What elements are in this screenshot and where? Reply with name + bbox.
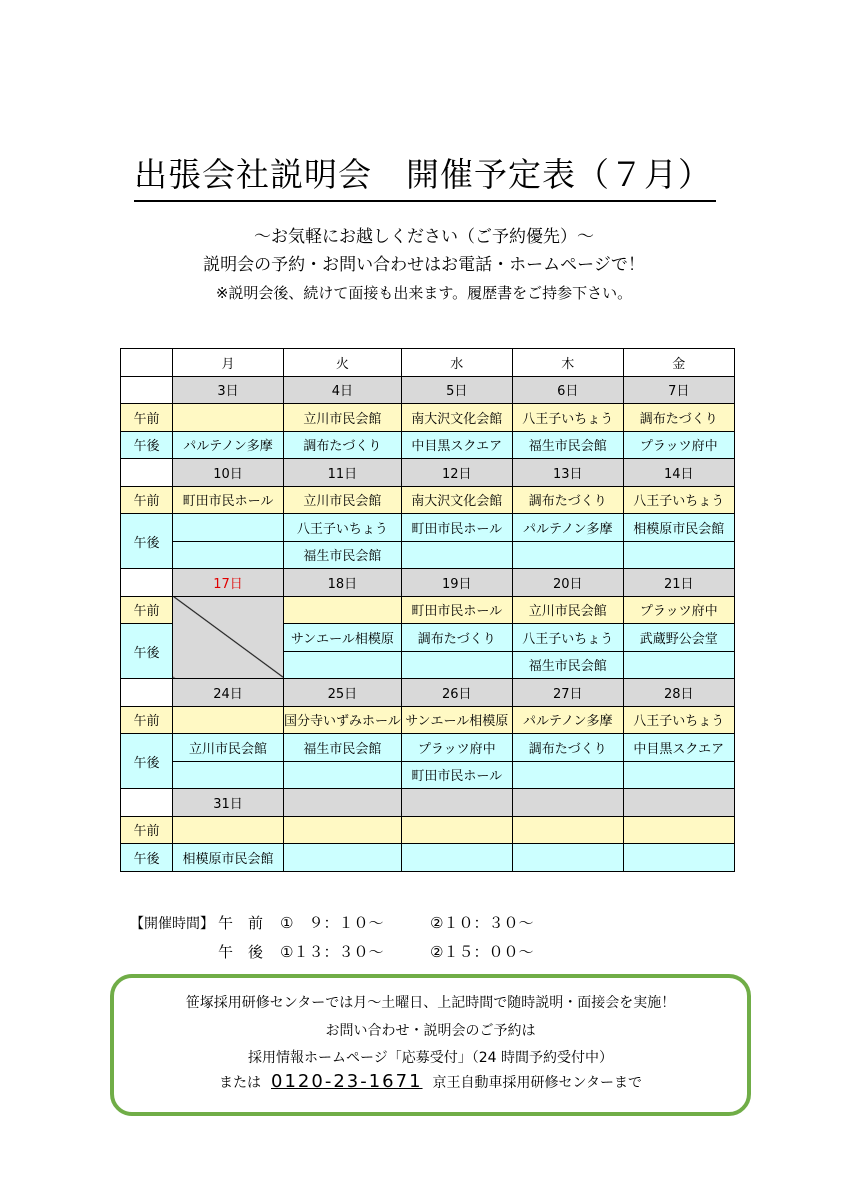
pm-label: 午後 (121, 844, 173, 872)
date-row (121, 679, 735, 707)
pm-venue-cell: パルテノン多摩 (173, 431, 284, 459)
pm-venue-cell: 八王子いちょう (512, 624, 623, 652)
day-tue: 火 (284, 349, 402, 377)
date-cell: 17日 (173, 569, 284, 597)
pm-row (121, 844, 735, 872)
day-header-row (121, 349, 735, 377)
pm-venue-cell (173, 514, 284, 542)
pm-venue-cell (623, 761, 734, 789)
pm-venue-cell: 福生市民会館 (284, 734, 402, 762)
pm-venue-cell: 福生市民会館 (284, 541, 402, 569)
date-cell: 27日 (512, 679, 623, 707)
date-cell (623, 789, 734, 817)
no-session-cell (173, 596, 284, 679)
day-thu: 木 (512, 349, 623, 377)
pm-row (121, 541, 735, 569)
pm-venue-cell: プラッツ府中 (623, 431, 734, 459)
am-venue-cell (284, 816, 402, 844)
pm-row (121, 734, 735, 762)
date-cell: 21日 (623, 569, 734, 597)
hours-am (130, 912, 533, 933)
am-label: 午前 (121, 816, 173, 844)
info-line-1: 笹塚採用研修センターでは月～土曜日、上記時間で随時説明・面接会を実施！ (185, 995, 676, 1011)
info-suffix: 京王自動車採用研修センターまで (432, 1075, 642, 1091)
hours-pm (130, 941, 533, 962)
pm-venue-cell: 立川市民会館 (173, 734, 284, 762)
date-cell: 19日 (401, 569, 512, 597)
hours-am-first: ① ９：１０～ (280, 914, 384, 932)
date-cell: 10日 (173, 459, 284, 487)
am-row (121, 816, 735, 844)
pm-venue-cell (401, 541, 512, 569)
corner-cell (121, 349, 173, 377)
info-prefix: または (219, 1075, 262, 1091)
row-label-empty (121, 789, 173, 817)
am-row (121, 706, 735, 734)
hours-am-label: 午 前 (218, 914, 264, 932)
am-venue-cell: サンエール相模原 (401, 706, 512, 734)
pm-label: 午後 (121, 431, 173, 459)
subtitle-note: ※説明会後、続けて面接も出来ます。履歴書をご持参下さい。 (215, 284, 633, 302)
am-venue-cell (284, 596, 402, 624)
am-label: 午前 (121, 404, 173, 432)
date-row (121, 789, 735, 817)
am-venue-cell: パルテノン多摩 (512, 706, 623, 734)
am-venue-cell (173, 816, 284, 844)
pm-label: 午後 (121, 624, 173, 679)
pm-venue-cell: 八王子いちょう (284, 514, 402, 542)
am-venue-cell: 八王子いちょう (623, 706, 734, 734)
hours-am-second: ②１０：３０～ (430, 914, 534, 932)
pm-venue-cell: サンエール相模原 (284, 624, 402, 652)
date-cell (512, 789, 623, 817)
pm-venue-cell (173, 541, 284, 569)
pm-venue-cell: 調布たづくり (512, 734, 623, 762)
pm-venue-cell: 相模原市民会館 (623, 514, 734, 542)
am-venue-cell: 八王子いちょう (512, 404, 623, 432)
hours-label: 【開催時間】 (130, 916, 214, 932)
pm-venue-cell (512, 541, 623, 569)
pm-venue-cell: 福生市民会館 (512, 651, 623, 679)
row-label-empty (121, 459, 173, 487)
pm-venue-cell: 武蔵野公会堂 (623, 624, 734, 652)
pm-venue-cell (623, 651, 734, 679)
info-line-3: 採用情報ホームページ「応募受付」（24 時間予約受付中） (248, 1050, 613, 1066)
date-cell: 31日 (173, 789, 284, 817)
am-venue-cell: 南大沢文化会館 (401, 486, 512, 514)
date-cell: 20日 (512, 569, 623, 597)
am-venue-cell (173, 706, 284, 734)
date-cell: 12日 (401, 459, 512, 487)
row-label-empty (121, 376, 173, 404)
day-wed: 水 (401, 349, 512, 377)
date-cell: 26日 (401, 679, 512, 707)
am-venue-cell (512, 816, 623, 844)
pm-venue-cell: 相模原市民会館 (173, 844, 284, 872)
row-label-empty (121, 569, 173, 597)
date-cell: 4日 (284, 376, 402, 404)
am-venue-cell (623, 816, 734, 844)
subtitle-invite: ～お気軽にお越しください（ご予約優先）～ (254, 227, 594, 247)
am-venue-cell: 国分寺いずみホール (284, 706, 402, 734)
phone-number[interactable]: 0120-23-1671 (271, 1071, 423, 1092)
pm-venue-cell: 中目黒スクエア (401, 431, 512, 459)
date-cell: 18日 (284, 569, 402, 597)
am-venue-cell: 調布たづくり (512, 486, 623, 514)
am-label: 午前 (121, 706, 173, 734)
am-venue-cell: 町田市民ホール (173, 486, 284, 514)
date-cell: 25日 (284, 679, 402, 707)
pm-venue-cell (284, 761, 402, 789)
date-cell: 24日 (173, 679, 284, 707)
pm-row (121, 514, 735, 542)
pm-venue-cell: 調布たづくり (284, 431, 402, 459)
date-cell: 5日 (401, 376, 512, 404)
pm-venue-cell (284, 844, 402, 872)
pm-venue-cell (623, 541, 734, 569)
info-line-4 (114, 1071, 747, 1092)
day-mon: 月 (173, 349, 284, 377)
pm-row (121, 761, 735, 789)
pm-venue-cell (401, 844, 512, 872)
am-venue-cell: 調布たづくり (623, 404, 734, 432)
date-row (121, 569, 735, 597)
date-cell: 14日 (623, 459, 734, 487)
am-label: 午前 (121, 596, 173, 624)
pm-label: 午後 (121, 514, 173, 569)
hours-pm-first: ①１３：３０～ (280, 943, 384, 961)
row-label-empty (121, 679, 173, 707)
pm-venue-cell (623, 844, 734, 872)
hours-pm-second: ②１５：００～ (430, 943, 534, 961)
am-row (121, 596, 735, 624)
am-venue-cell: プラッツ府中 (623, 596, 734, 624)
day-fri: 金 (623, 349, 734, 377)
page-title: 出張会社説明会 開催予定表（７月） (134, 152, 716, 202)
am-venue-cell: 立川市民会館 (284, 404, 402, 432)
info-box (110, 974, 751, 1116)
date-cell: 13日 (512, 459, 623, 487)
pm-venue-cell: 町田市民ホール (401, 761, 512, 789)
date-cell: 11日 (284, 459, 402, 487)
date-cell: 28日 (623, 679, 734, 707)
schedule-table (120, 348, 735, 872)
pm-label: 午後 (121, 734, 173, 789)
pm-venue-cell (173, 761, 284, 789)
pm-venue-cell: 中目黒スクエア (623, 734, 734, 762)
date-cell: 6日 (512, 376, 623, 404)
date-cell (284, 789, 402, 817)
date-row (121, 376, 735, 404)
pm-venue-cell (284, 651, 402, 679)
pm-venue-cell: パルテノン多摩 (512, 514, 623, 542)
subtitle-contact: 説明会の予約・お問い合わせはお電話・ホームページで！ (203, 255, 645, 275)
am-venue-cell: 南大沢文化会館 (401, 404, 512, 432)
pm-venue-cell (512, 844, 623, 872)
date-cell: 3日 (173, 376, 284, 404)
info-line-2: お問い合わせ・説明会のご予約は (325, 1023, 536, 1039)
am-row (121, 486, 735, 514)
date-cell: 7日 (623, 376, 734, 404)
pm-venue-cell: 町田市民ホール (401, 514, 512, 542)
pm-venue-cell: 調布たづくり (401, 624, 512, 652)
am-venue-cell: 八王子いちょう (623, 486, 734, 514)
am-label: 午前 (121, 486, 173, 514)
date-cell (401, 789, 512, 817)
pm-venue-cell (401, 651, 512, 679)
am-row (121, 404, 735, 432)
am-venue-cell: 町田市民ホール (401, 596, 512, 624)
hours-pm-label: 午 後 (218, 943, 264, 961)
pm-venue-cell: プラッツ府中 (401, 734, 512, 762)
pm-venue-cell: 福生市民会館 (512, 431, 623, 459)
am-venue-cell: 立川市民会館 (512, 596, 623, 624)
pm-row (121, 431, 735, 459)
date-row (121, 459, 735, 487)
am-venue-cell (401, 816, 512, 844)
am-venue-cell: 立川市民会館 (284, 486, 402, 514)
am-venue-cell (173, 404, 284, 432)
pm-venue-cell (512, 761, 623, 789)
